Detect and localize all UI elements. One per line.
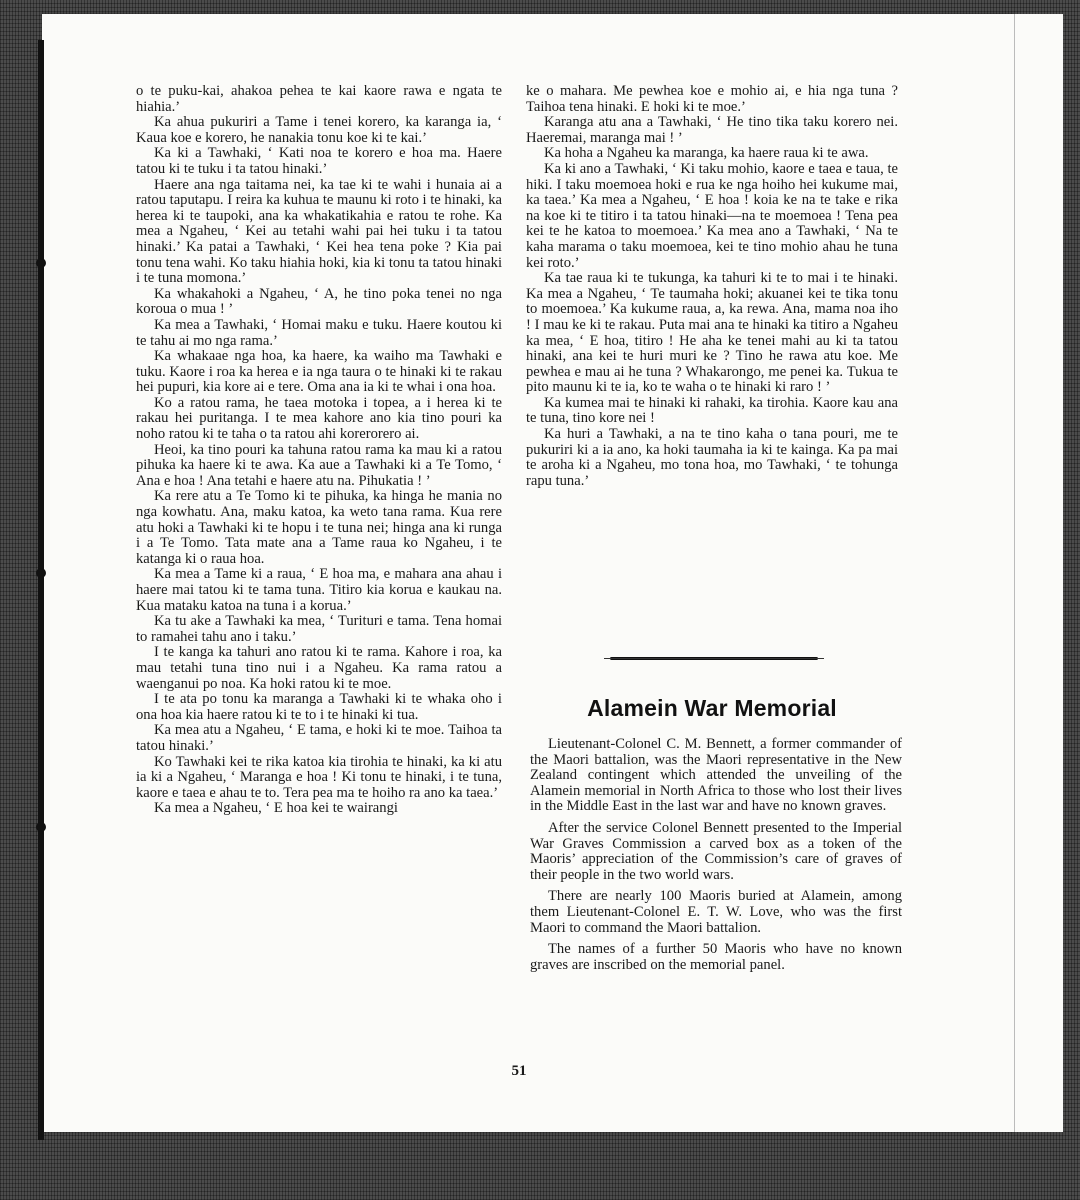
paragraph: Ka ki a Tawhaki, ‘ Kati noa te korero e hoa ma. Haere tatou ki te tuku i ta tatou hinaki.’ [136,145,502,177]
page-number: 51 [511,1063,527,1079]
paragraph: Ka ahua pukuriri a Tame i tenei korero, ka karanga ia, ‘ Kaua koe e korero, he nanakia tonu koe ki te kai.’ [136,114,502,146]
paragraph: Ka ki ano a Tawhaki, ‘ Ki taku mohio, kaore e taea e taua, te hiki. I taku moemoea hoki e rua ke nga hoiho hei kukume mai, ka taea.’ Ka mea a Ngaheu, ‘ E hoa ! koia ke na te take e rika na koe ki te titiro i ta tatou hinaki—na te moemoea ! Tena pea kei te he katoa to moemoea.’ Ka mea ano a Tawhaki, ‘ Na te kaha marama o taku moemoea, kei te tino mohio ahau he tuna kei roto.’ [526,160,898,271]
paragraph: ke o mahara. Me pewhea koe e mohio ai, e hia nga tuna ? Taihoa tena hinaki. E hoki ki te moe.’ [526,83,898,115]
paragraph: Ka mea a Tame ki a raua, ‘ E hoa ma, e mahara ana ahau i haere mai tatou ki te tama tuna. Titiro kia korua e kaukau na. Kua mataku katoa na tuna i a korua.’ [136,566,502,614]
left-text-column [136,84,502,817]
paragraph: I te kanga ka tahuri ano ratou ki te rama. Kahore i roa, ka mau tetahi tuna tino nui i a Ngaheu. Ka rama ratou a waenganui po noa. Ka hoki ratou ki te moe. [136,644,502,692]
paragraph: Ka mea a Tawhaki, ‘ Homai maku e tuku. Haere koutou ki te tahu ai mo nga rama.’ [136,316,502,349]
paragraph: Ka tae raua ki te tukunga, ka tahuri ki te to mai i te hinaki. Ka mea a Ngaheu, ‘ Te taumaha hoki; akuanei kei te tika tonu to moemoea.’ Ka kukume raua, a, ka rewa. Ana, mama noa iho ! I mau ke ki te rakau. Puta mai ana te hinaki ka titiro a Ngaheu ka mea, ‘ E hoa, titiro ! He aha ke tenei mahi au ki ta tatou hinaki, ana kei te huri muri ke ? Tino he rawa atu koe. Me pewhea e mau ai he tuna ? Whakarongo, me penei ka. Tukua te pito maunu ki te ia, ko te waha o te hinaki ki raro ! ’ [526,270,898,396]
article-body [530,737,902,979]
section-divider [610,657,818,660]
binding-hole [36,258,46,268]
paragraph: Ko Tawhaki kei te rika katoa kia tirohia te hinaki, ka ki atu ia ki a Ngaheu, ‘ Maranga e hoa ! Ki tonu te hinaki, i te tuna, kaore e taea e ahau te to. Tera pea ma te hoiho ra ano ka taea.’ [136,753,502,801]
paragraph: Ka mea a Ngaheu, ‘ E hoa kei te wairangi [154,800,398,817]
paragraph: Ka whakahoki a Ngaheu, ‘ A, he tino poka tenei no nga koroua o mua ! ’ [136,285,502,318]
paragraph: Ka whakaae nga hoa, ka haere, ka waiho ma Tawhaki e tuku. Kaore i roa ka herea e ia nga taura o te hinaki ki te rakau hei pupuri, kia kore ai e tere. Oma ana ia ki te whai i ona hoa. [136,348,502,396]
paragraph: Ka mea atu a Ngaheu, ‘ E tama, e hoki ki te moe. Taihoa ta tatou hinaki.’ [136,722,502,754]
article-paragraph: The names of a further 50 Maoris who have no known graves are inscribed on the memorial panel. [530,941,902,973]
paragraph: Heoi, ka tino pouri ka tahuna ratou rama ka mau ki a ratou pihuka ka haere ki te awa. Ka aue a Tawhaki ki a Te Tomo, ‘ Ana e hoa ! Ana tetahi e haere atu na. Pihukatia ! ’ [136,441,502,489]
binding-hole [36,822,46,832]
article-headline: Alamein War Memorial [587,695,837,721]
paragraph: Ka kumea mai te hinaki ki rahaki, ka tirohia. Kaore kau ana te tuna, tino kore nei ! [526,394,898,427]
binding-hole [36,568,46,578]
paragraph: Ka tu ake a Tawhaki ka mea, ‘ Turituri e tama. Tena homai to ramahei tahu ano i taku.’ [136,613,502,645]
article-paragraph: Lieutenant-Colonel C. M. Bennett, a former commander of the Maori battalion, was the Maori representative in the New Zealand contingent which attended the unveiling of the Alamein memorial in North Africa to those who lost their lives in the Middle East in the last war and have no known graves. [530,736,902,815]
paragraph: o te puku-kai, ahakoa pehea te kai kaore rawa e ngata te hiahia.’ [136,83,502,115]
right-text-column [526,84,898,489]
article-paragraph: After the service Colonel Bennett presented to the Imperial War Graves Commission a carved box as a token of the Maoris’ appreciation of the Commission’s care of graves of their people in the two world wars. [530,819,902,883]
paragraph: Ka huri a Tawhaki, a na te tino kaha o tana pouri, me te pukuriri ki a ia ano, ka hoki taumaha ia ki te kainga. Ka pa mai te aroha ki a Ngaheu, mo tona hoa, mo Tawhaki, ‘ te tohunga rapu tuna.’ [526,426,898,489]
paragraph: Ko a ratou rama, he taea motoka i topea, a i herea ki te rakau hei puritanga. I te mea kahore ano kia tino pouri ka noho ratou ki te taha o ta ratou ahi korerorero ai. [136,394,502,443]
paragraph: Karanga atu ana a Tawhaki, ‘ He tino tika taku korero nei. Haeremai, maranga mai ! ’ [526,114,898,146]
facing-page-edge [1014,14,1063,1132]
binding-edge [38,40,44,1140]
paragraph: Haere ana nga taitama nei, ka tae ki te wahi i hunaia ai a ratou taputapu. I reira ka kuhua te maunu ki roto i te hinaki, ka herea ki te taupoki, ana ka whakatikahia e ratou te rohe. Ka mea a Ngaheu, ‘ Kei au tetahi wahi pai hei tuku i ta tatou hinaki.’ Ka patai a Tawhaki, ‘ Kei hea tena poke ? Kia pai tonu tena wahi. Ko taku hiahia hoki, kia ki tonu ta tatou hinaki i te tuna momona.’ [136,176,502,287]
article-paragraph: There are nearly 100 Maoris buried at Alamein, among them Lieutenant-Colonel E. T. W. Love, who was the first Maori to command the Maori battalion. [530,888,902,936]
paragraph: Ka hoha a Ngaheu ka maranga, ka haere raua ki te awa. [544,145,869,162]
paragraph: Ka rere atu a Te Tomo ki te pihuka, ka hinga he mania no nga kowhatu. Ana, maku katoa, ka weto tana rama. Kua rere atu hoki a Tawhaki ki te hopu i te tuna nei; hinga ana ki runga i a Te Tomo. Tata mate ana a Tame raua ko Ngaheu, i te katanga ki o raua hoa. [136,488,502,567]
paragraph: I te ata po tonu ka maranga a Tawhaki ki te whaka oho i ona hoa kia haere ratou ki te to i te hinaki ki tua. [136,691,502,723]
